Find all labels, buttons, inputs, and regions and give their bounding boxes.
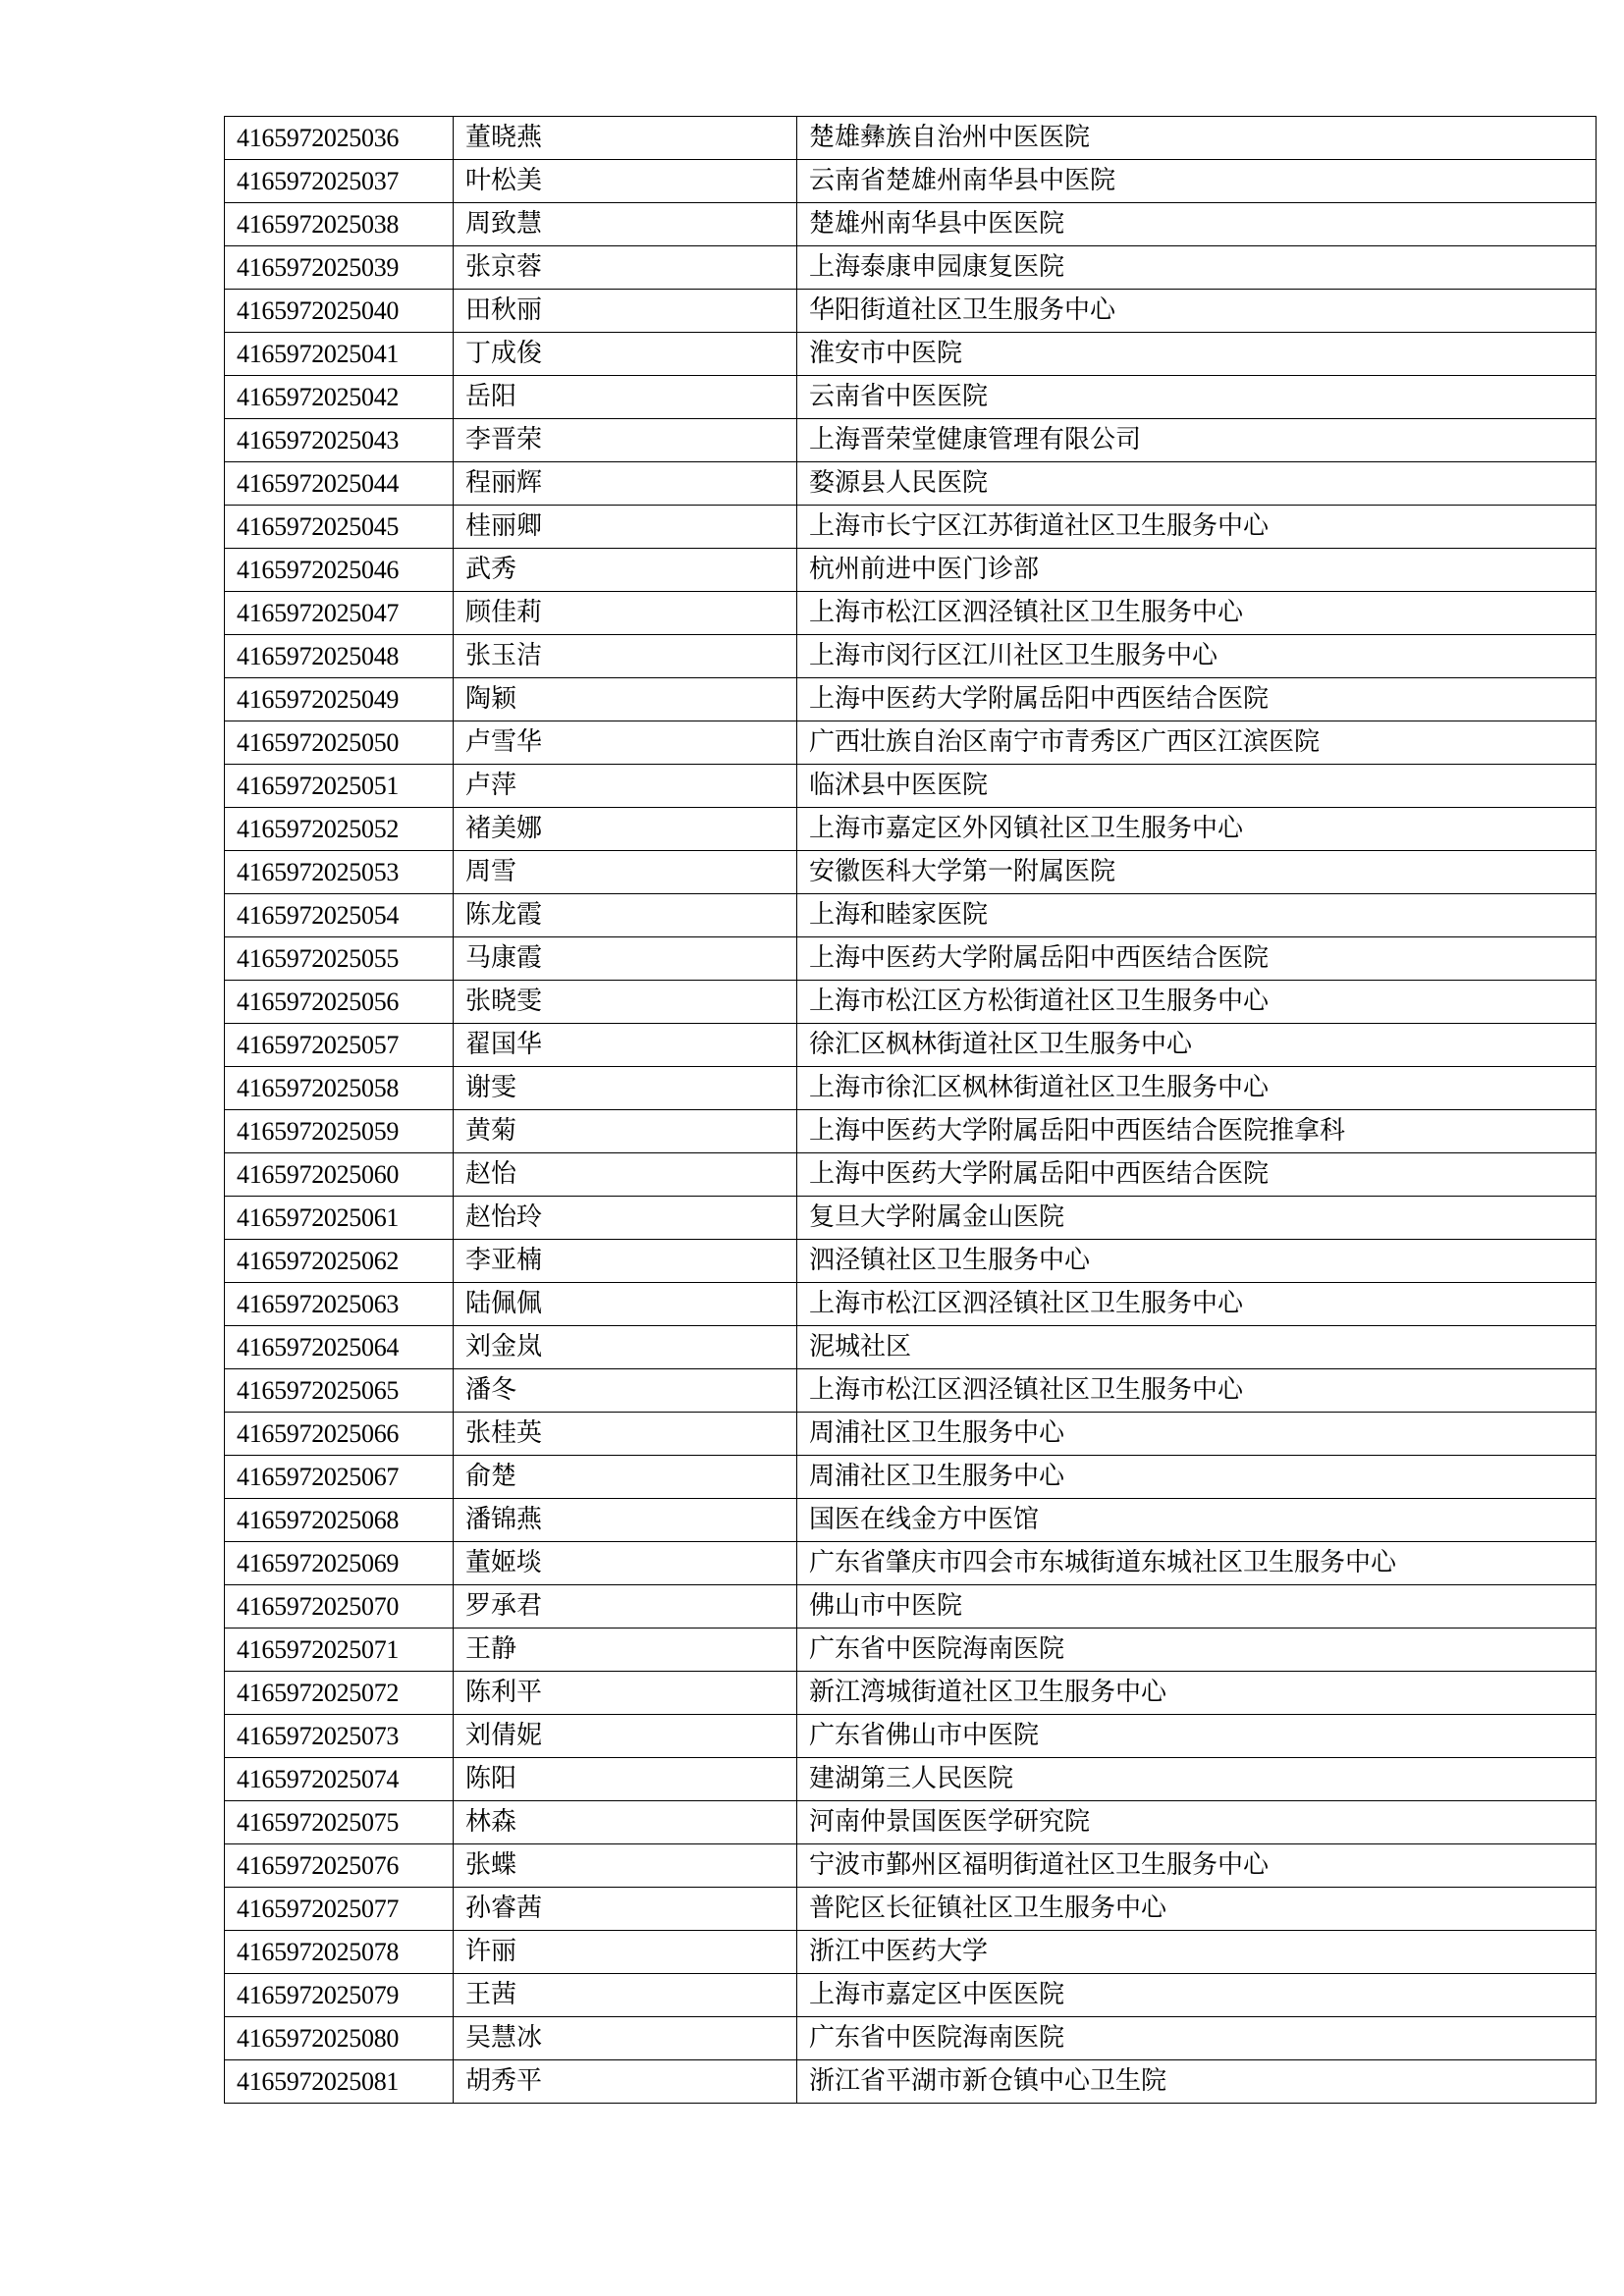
- certificate-number-cell: 4165972025051: [225, 765, 454, 808]
- certificate-number-cell: 4165972025053: [225, 851, 454, 894]
- person-name-cell: 张晓雯: [454, 981, 797, 1024]
- certificate-number-cell: 4165972025037: [225, 160, 454, 203]
- organization-cell: 上海市嘉定区外冈镇社区卫生服务中心: [797, 808, 1597, 851]
- certificate-number-cell: 4165972025041: [225, 333, 454, 376]
- table-row: [225, 1801, 1597, 1844]
- table-row: [225, 851, 1597, 894]
- organization-cell: 华阳街道社区卫生服务中心: [797, 290, 1597, 333]
- certificate-number-cell: 4165972025057: [225, 1024, 454, 1067]
- person-name-cell: 翟国华: [454, 1024, 797, 1067]
- organization-cell: 周浦社区卫生服务中心: [797, 1413, 1597, 1456]
- table-row: [225, 1585, 1597, 1629]
- certificate-number-cell: 4165972025052: [225, 808, 454, 851]
- certificate-number-cell: 4165972025061: [225, 1197, 454, 1240]
- person-name-cell: 许丽: [454, 1931, 797, 1974]
- person-name-cell: 武秀: [454, 549, 797, 592]
- organization-cell: 上海市松江区方松街道社区卫生服务中心: [797, 981, 1597, 1024]
- person-name-cell: 刘倩妮: [454, 1715, 797, 1758]
- certificate-number-cell: 4165972025072: [225, 1672, 454, 1715]
- organization-cell: 淮安市中医院: [797, 333, 1597, 376]
- table-row: [225, 506, 1597, 549]
- person-name-cell: 张桂英: [454, 1413, 797, 1456]
- certificate-number-cell: 4165972025073: [225, 1715, 454, 1758]
- organization-cell: 杭州前进中医门诊部: [797, 549, 1597, 592]
- person-name-cell: 陈龙霞: [454, 894, 797, 937]
- person-name-cell: 陈阳: [454, 1758, 797, 1801]
- certificate-number-cell: 4165972025066: [225, 1413, 454, 1456]
- person-name-cell: 潘冬: [454, 1369, 797, 1413]
- certificate-number-cell: 4165972025055: [225, 937, 454, 981]
- person-name-cell: 陈利平: [454, 1672, 797, 1715]
- table-row: [225, 765, 1597, 808]
- person-name-cell: 叶松美: [454, 160, 797, 203]
- person-name-cell: 胡秀平: [454, 2060, 797, 2104]
- table-row: [225, 1197, 1597, 1240]
- certificate-number-cell: 4165972025063: [225, 1283, 454, 1326]
- organization-cell: 建湖第三人民医院: [797, 1758, 1597, 1801]
- person-name-cell: 吴慧冰: [454, 2017, 797, 2060]
- organization-cell: 上海泰康申园康复医院: [797, 246, 1597, 290]
- person-name-cell: 陆佩佩: [454, 1283, 797, 1326]
- table-row: [225, 1413, 1597, 1456]
- person-name-cell: 孙睿茜: [454, 1888, 797, 1931]
- organization-cell: 泗泾镇社区卫生服务中心: [797, 1240, 1597, 1283]
- person-name-cell: 田秋丽: [454, 290, 797, 333]
- table-row: [225, 1542, 1597, 1585]
- table-row: [225, 1715, 1597, 1758]
- organization-cell: 上海中医药大学附属岳阳中西医结合医院: [797, 678, 1597, 721]
- organization-cell: 云南省中医医院: [797, 376, 1597, 419]
- certificate-number-cell: 4165972025062: [225, 1240, 454, 1283]
- certificate-number-cell: 4165972025046: [225, 549, 454, 592]
- certificate-number-cell: 4165972025054: [225, 894, 454, 937]
- certificate-number-cell: 4165972025058: [225, 1067, 454, 1110]
- table-row: [225, 937, 1597, 981]
- organization-cell: 广东省中医院海南医院: [797, 2017, 1597, 2060]
- organization-cell: 周浦社区卫生服务中心: [797, 1456, 1597, 1499]
- table-row: [225, 1369, 1597, 1413]
- organization-cell: 广东省中医院海南医院: [797, 1629, 1597, 1672]
- roster-body: [225, 117, 1597, 2104]
- organization-cell: 河南仲景国医医学研究院: [797, 1801, 1597, 1844]
- organization-cell: 国医在线金方中医馆: [797, 1499, 1597, 1542]
- table-row: [225, 1024, 1597, 1067]
- person-name-cell: 程丽辉: [454, 462, 797, 506]
- person-name-cell: 罗承君: [454, 1585, 797, 1629]
- organization-cell: 普陀区长征镇社区卫生服务中心: [797, 1888, 1597, 1931]
- organization-cell: 佛山市中医院: [797, 1585, 1597, 1629]
- person-name-cell: 桂丽卿: [454, 506, 797, 549]
- table-row: [225, 1672, 1597, 1715]
- organization-cell: 上海市嘉定区中医医院: [797, 1974, 1597, 2017]
- table-row: [225, 117, 1597, 160]
- person-name-cell: 董晓燕: [454, 117, 797, 160]
- person-name-cell: 李亚楠: [454, 1240, 797, 1283]
- person-name-cell: 谢雯: [454, 1067, 797, 1110]
- person-name-cell: 张玉洁: [454, 635, 797, 678]
- certificate-number-cell: 4165972025039: [225, 246, 454, 290]
- table-row: [225, 1629, 1597, 1672]
- organization-cell: 上海市松江区泗泾镇社区卫生服务中心: [797, 1283, 1597, 1326]
- table-row: [225, 1456, 1597, 1499]
- certificate-number-cell: 4165972025071: [225, 1629, 454, 1672]
- certificate-number-cell: 4165972025049: [225, 678, 454, 721]
- organization-cell: 广东省肇庆市四会市东城街道东城社区卫生服务中心: [797, 1542, 1597, 1585]
- organization-cell: 复旦大学附属金山医院: [797, 1197, 1597, 1240]
- table-row: [225, 635, 1597, 678]
- table-row: [225, 1240, 1597, 1283]
- table-row: [225, 549, 1597, 592]
- person-name-cell: 顾佳莉: [454, 592, 797, 635]
- certificate-number-cell: 4165972025045: [225, 506, 454, 549]
- organization-cell: 新江湾城街道社区卫生服务中心: [797, 1672, 1597, 1715]
- person-name-cell: 黄菊: [454, 1110, 797, 1153]
- person-name-cell: 林森: [454, 1801, 797, 1844]
- person-name-cell: 岳阳: [454, 376, 797, 419]
- person-name-cell: 周致慧: [454, 203, 797, 246]
- person-name-cell: 丁成俊: [454, 333, 797, 376]
- table-row: [225, 678, 1597, 721]
- organization-cell: 上海和睦家医院: [797, 894, 1597, 937]
- certificate-number-cell: 4165972025081: [225, 2060, 454, 2104]
- table-row: [225, 160, 1597, 203]
- organization-cell: 上海市松江区泗泾镇社区卫生服务中心: [797, 1369, 1597, 1413]
- table-row: [225, 721, 1597, 765]
- table-row: [225, 1067, 1597, 1110]
- certificate-number-cell: 4165972025064: [225, 1326, 454, 1369]
- person-name-cell: 李晋荣: [454, 419, 797, 462]
- table-row: [225, 1153, 1597, 1197]
- certificate-number-cell: 4165972025078: [225, 1931, 454, 1974]
- certificate-number-cell: 4165972025040: [225, 290, 454, 333]
- certificate-number-cell: 4165972025036: [225, 117, 454, 160]
- organization-cell: 浙江中医药大学: [797, 1931, 1597, 1974]
- organization-cell: 云南省楚雄州南华县中医院: [797, 160, 1597, 203]
- organization-cell: 徐汇区枫林街道社区卫生服务中心: [797, 1024, 1597, 1067]
- certificate-number-cell: 4165972025047: [225, 592, 454, 635]
- roster-table: [224, 116, 1597, 2104]
- table-row: [225, 246, 1597, 290]
- certificate-number-cell: 4165972025079: [225, 1974, 454, 2017]
- organization-cell: 婺源县人民医院: [797, 462, 1597, 506]
- organization-cell: 浙江省平湖市新仓镇中心卫生院: [797, 2060, 1597, 2104]
- certificate-number-cell: 4165972025070: [225, 1585, 454, 1629]
- certificate-number-cell: 4165972025059: [225, 1110, 454, 1153]
- certificate-number-cell: 4165972025067: [225, 1456, 454, 1499]
- table-row: [225, 1499, 1597, 1542]
- organization-cell: 楚雄彝族自治州中医医院: [797, 117, 1597, 160]
- certificate-number-cell: 4165972025048: [225, 635, 454, 678]
- person-name-cell: 赵怡玲: [454, 1197, 797, 1240]
- table-row: [225, 333, 1597, 376]
- organization-cell: 上海市闵行区江川社区卫生服务中心: [797, 635, 1597, 678]
- certificate-number-cell: 4165972025069: [225, 1542, 454, 1585]
- table-row: [225, 1758, 1597, 1801]
- organization-cell: 广东省佛山市中医院: [797, 1715, 1597, 1758]
- certificate-number-cell: 4165972025043: [225, 419, 454, 462]
- table-row: [225, 981, 1597, 1024]
- person-name-cell: 卢雪华: [454, 721, 797, 765]
- certificate-number-cell: 4165972025075: [225, 1801, 454, 1844]
- certificate-number-cell: 4165972025042: [225, 376, 454, 419]
- certificate-number-cell: 4165972025077: [225, 1888, 454, 1931]
- table-row: [225, 1888, 1597, 1931]
- table-row: [225, 1974, 1597, 2017]
- person-name-cell: 卢萍: [454, 765, 797, 808]
- certificate-number-cell: 4165972025056: [225, 981, 454, 1024]
- table-row: [225, 2060, 1597, 2104]
- table-row: [225, 1283, 1597, 1326]
- person-name-cell: 张京蓉: [454, 246, 797, 290]
- person-name-cell: 赵怡: [454, 1153, 797, 1197]
- certificate-number-cell: 4165972025076: [225, 1844, 454, 1888]
- organization-cell: 上海市松江区泗泾镇社区卫生服务中心: [797, 592, 1597, 635]
- person-name-cell: 刘金岚: [454, 1326, 797, 1369]
- table-row: [225, 1844, 1597, 1888]
- organization-cell: 泥城社区: [797, 1326, 1597, 1369]
- person-name-cell: 周雪: [454, 851, 797, 894]
- certificate-number-cell: 4165972025065: [225, 1369, 454, 1413]
- person-name-cell: 张蝶: [454, 1844, 797, 1888]
- table-row: [225, 1326, 1597, 1369]
- certificate-number-cell: 4165972025074: [225, 1758, 454, 1801]
- table-row: [225, 376, 1597, 419]
- table-row: [225, 462, 1597, 506]
- certificate-number-cell: 4165972025060: [225, 1153, 454, 1197]
- person-name-cell: 董姬埮: [454, 1542, 797, 1585]
- table-row: [225, 592, 1597, 635]
- certificate-number-cell: 4165972025044: [225, 462, 454, 506]
- organization-cell: 宁波市鄞州区福明街道社区卫生服务中心: [797, 1844, 1597, 1888]
- table-row: [225, 808, 1597, 851]
- person-name-cell: 马康霞: [454, 937, 797, 981]
- person-name-cell: 王茜: [454, 1974, 797, 2017]
- person-name-cell: 潘锦燕: [454, 1499, 797, 1542]
- organization-cell: 广西壮族自治区南宁市青秀区广西区江滨医院: [797, 721, 1597, 765]
- person-name-cell: 陶颖: [454, 678, 797, 721]
- organization-cell: 上海中医药大学附属岳阳中西医结合医院: [797, 1153, 1597, 1197]
- table-row: [225, 2017, 1597, 2060]
- table-row: [225, 203, 1597, 246]
- organization-cell: 上海中医药大学附属岳阳中西医结合医院: [797, 937, 1597, 981]
- table-row: [225, 1931, 1597, 1974]
- person-name-cell: 俞楚: [454, 1456, 797, 1499]
- certificate-number-cell: 4165972025038: [225, 203, 454, 246]
- table-row: [225, 419, 1597, 462]
- table-row: [225, 1110, 1597, 1153]
- organization-cell: 安徽医科大学第一附属医院: [797, 851, 1597, 894]
- certificate-number-cell: 4165972025080: [225, 2017, 454, 2060]
- certificate-number-cell: 4165972025050: [225, 721, 454, 765]
- person-name-cell: 褚美娜: [454, 808, 797, 851]
- table-row: [225, 894, 1597, 937]
- table-row: [225, 290, 1597, 333]
- organization-cell: 上海晋荣堂健康管理有限公司: [797, 419, 1597, 462]
- organization-cell: 临沭县中医医院: [797, 765, 1597, 808]
- organization-cell: 上海中医药大学附属岳阳中西医结合医院推拿科: [797, 1110, 1597, 1153]
- certificate-number-cell: 4165972025068: [225, 1499, 454, 1542]
- person-name-cell: 王静: [454, 1629, 797, 1672]
- organization-cell: 上海市长宁区江苏街道社区卫生服务中心: [797, 506, 1597, 549]
- organization-cell: 上海市徐汇区枫林街道社区卫生服务中心: [797, 1067, 1597, 1110]
- organization-cell: 楚雄州南华县中医医院: [797, 203, 1597, 246]
